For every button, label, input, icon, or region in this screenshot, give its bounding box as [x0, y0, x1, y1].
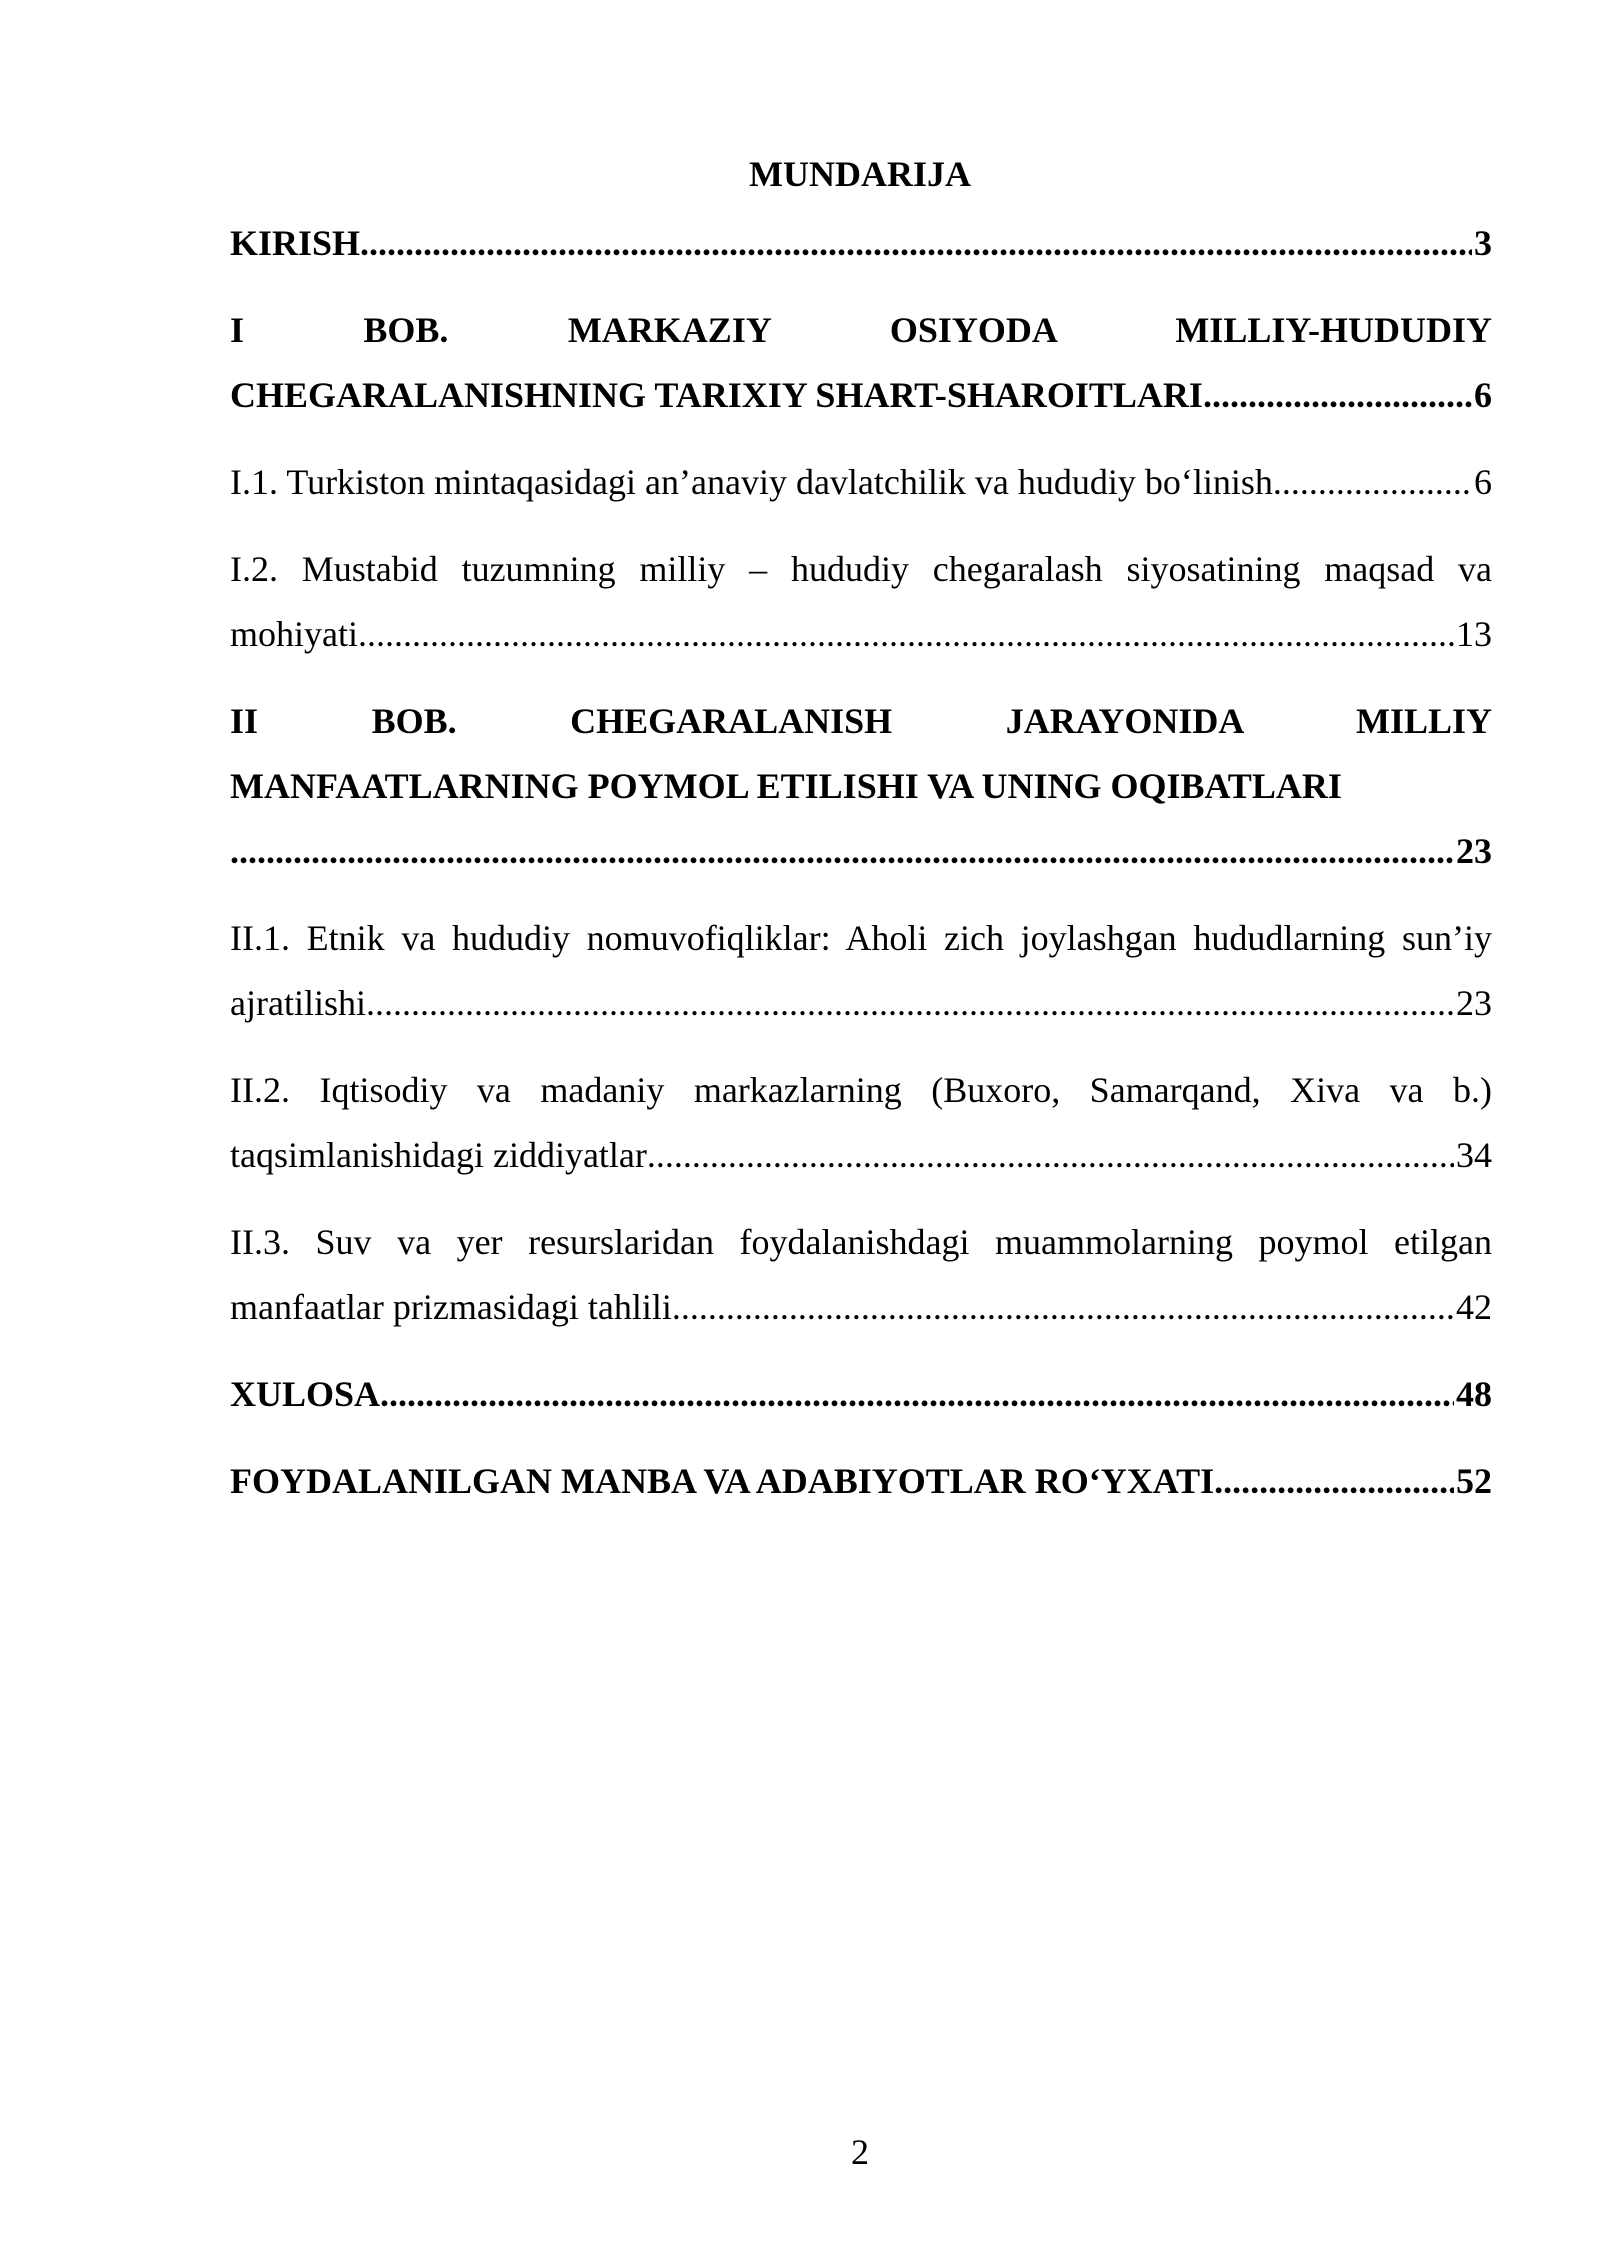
- toc-entry-kirish[interactable]: [230, 211, 1492, 276]
- heading-word: MARKAZIY: [567, 310, 771, 350]
- toc-page-number: 3: [1474, 223, 1492, 263]
- table-of-contents: [230, 211, 1492, 1536]
- toc-heading-line: [230, 298, 1492, 363]
- heading-word: II: [230, 701, 259, 741]
- dot-leader: [1273, 450, 1472, 515]
- dot-leader: [380, 1362, 1454, 1427]
- toc-entry-label: mohiyati: [230, 614, 358, 654]
- heading-word: OSIYODA: [889, 310, 1056, 350]
- toc-entry-2-1[interactable]: [230, 906, 1492, 1036]
- toc-page-number: 6: [1474, 462, 1492, 502]
- dot-leader: [1203, 363, 1472, 428]
- toc-entry-xulosa[interactable]: [230, 1362, 1492, 1427]
- toc-entry-label: manfaatlar prizmasidagi tahlili: [230, 1287, 672, 1327]
- toc-entry-label: CHEGARALANISHNING TARIXIY SHART-SHAROITLARI: [230, 375, 1203, 415]
- toc-page-number: 13: [1456, 614, 1492, 654]
- heading-word: JARAYONIDA: [1005, 701, 1243, 741]
- toc-page-number: 52: [1456, 1461, 1492, 1501]
- toc-page-number: 34: [1456, 1135, 1492, 1175]
- toc-entry-1-2[interactable]: [230, 537, 1492, 667]
- toc-entry-line: II.2. Iqtisodiy va madaniy markazlarning (Buxoro, Samarqand, Xiva va b.): [230, 1070, 1492, 1110]
- dot-leader: [230, 819, 1454, 884]
- toc-heading-line: MANFAATLARNING POYMOL ETILISHI VA UNING OQIBATLARI: [230, 766, 1342, 806]
- dot-leader: [1214, 1449, 1454, 1514]
- heading-word: I: [230, 310, 245, 350]
- toc-entry-bob-1[interactable]: [230, 298, 1492, 428]
- toc-entry-line: II.1. Etnik va hududiy nomuvofiqliklar: Aholi zich joylashgan hududlarning sun’iy: [230, 918, 1492, 958]
- heading-word: CHEGARALANISH: [570, 701, 893, 741]
- page-number: 2: [851, 2132, 869, 2172]
- toc-entry-label: XULOSA: [230, 1374, 381, 1414]
- dot-leader: [647, 1123, 1454, 1188]
- dot-leader: [358, 602, 1454, 667]
- toc-page-number: 23: [1456, 831, 1492, 871]
- toc-title: MUNDARIJA: [749, 154, 971, 194]
- toc-entry-label: ajratilishi: [230, 983, 366, 1023]
- heading-word: BOB.: [363, 310, 449, 350]
- toc-entry-label: FOYDALANILGAN MANBA VA ADABIYOTLAR RO‘YXATI: [230, 1461, 1215, 1501]
- toc-entry-bob-2[interactable]: [230, 689, 1492, 884]
- toc-entry-2-3[interactable]: [230, 1210, 1492, 1340]
- dot-leader: [360, 211, 1472, 276]
- toc-page-number: 23: [1456, 983, 1492, 1023]
- toc-page-number: 48: [1456, 1374, 1492, 1414]
- toc-entry-label: KIRISH: [230, 223, 361, 263]
- toc-page-number: 42: [1456, 1287, 1492, 1327]
- toc-entry-line: I.2. Mustabid tuzumning milliy – hududiy chegaralash siyosatining maqsad va: [230, 549, 1492, 589]
- dot-leader: [366, 971, 1454, 1036]
- toc-heading-line: [230, 689, 1492, 754]
- toc-page-number: 6: [1474, 375, 1492, 415]
- toc-entry-line: II.3. Suv va yer resurslaridan foydalanishdagi muammolarning poymol etilgan: [230, 1222, 1492, 1262]
- toc-entry-1-1[interactable]: [230, 450, 1492, 515]
- heading-word: MILLIY: [1355, 701, 1492, 741]
- toc-entry-references[interactable]: [230, 1449, 1492, 1514]
- heading-word: MILLIY-HUDUDIY: [1175, 310, 1492, 350]
- toc-entry-label: taqsimlanishidagi ziddiyatlar: [230, 1135, 647, 1175]
- toc-entry-label: I.1. Turkiston mintaqasidagi an’anaviy davlatchilik va hududiy bo‘linish: [230, 462, 1273, 502]
- heading-word: BOB.: [371, 701, 457, 741]
- dot-leader: [672, 1275, 1454, 1340]
- toc-entry-2-2[interactable]: [230, 1058, 1492, 1188]
